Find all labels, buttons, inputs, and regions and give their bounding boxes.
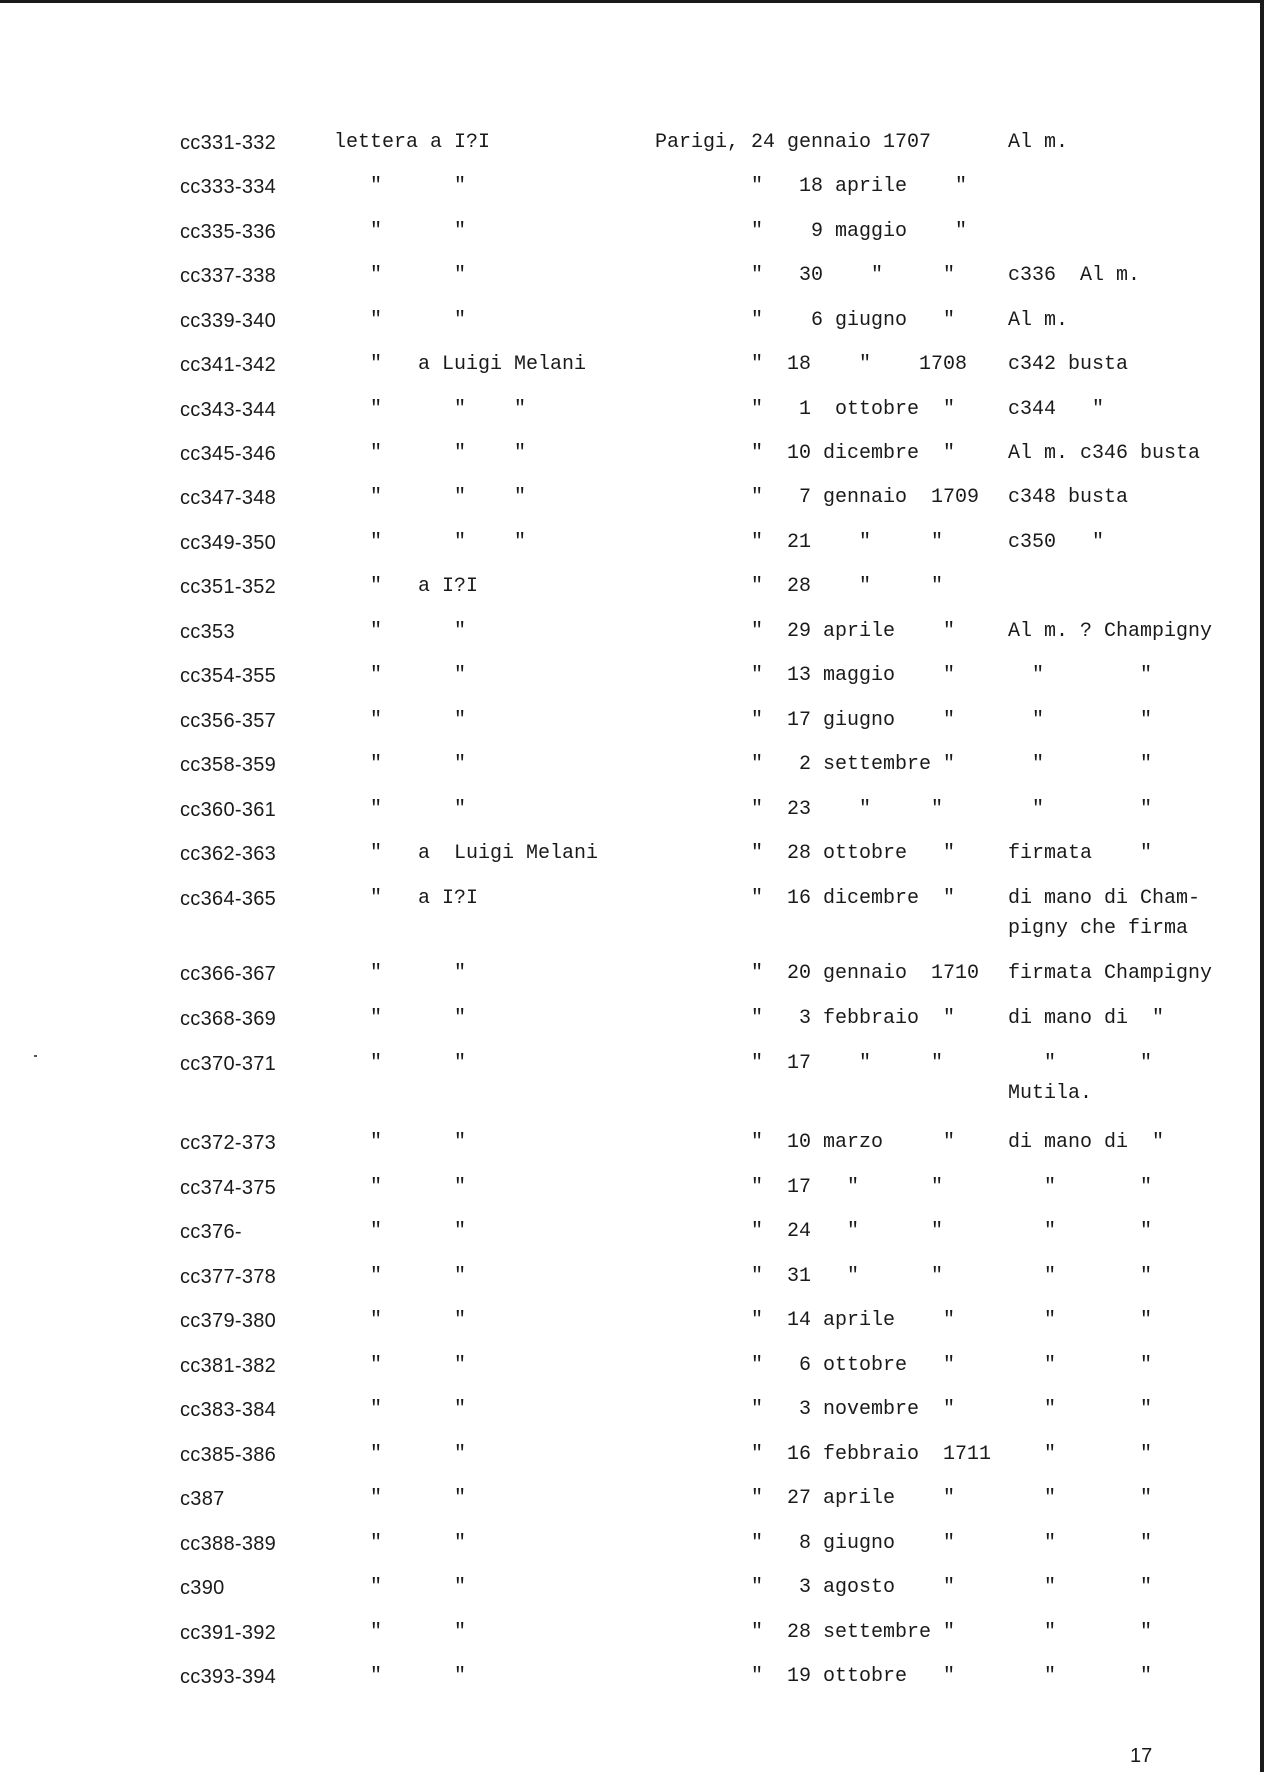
folio-ref: cc349-350 (180, 532, 277, 554)
document-desc: " " (334, 1176, 467, 1199)
document-desc: " " (334, 1265, 467, 1288)
folio-ref: cc391-392 (180, 1622, 277, 1644)
place-date: " 3 novembre " (655, 1398, 956, 1421)
folio-ref: cc393-394 (180, 1666, 277, 1688)
place-date: " 17 " " (655, 1052, 944, 1075)
document-desc: " " (334, 1007, 467, 1030)
note: Al m. (1008, 309, 1069, 332)
folio-ref: c390 (180, 1577, 225, 1599)
document-desc: " a I?I (334, 887, 479, 910)
document-desc: " " (334, 175, 467, 198)
document-desc: " " (334, 1131, 467, 1154)
document-desc: " a Luigi Melani (334, 353, 587, 376)
folio-ref: cc366-367 (180, 963, 277, 985)
place-date: " 17 giugno " (655, 709, 956, 732)
document-desc: " " (334, 1532, 467, 1555)
document-desc: " " (334, 1487, 467, 1510)
place-date: " 1 ottobre " (655, 398, 956, 421)
note: c342 busta (1008, 353, 1129, 376)
folio-ref: cc385-386 (180, 1444, 277, 1466)
place-date: " 3 febbraio " (655, 1007, 956, 1030)
folio-ref: cc343-344 (180, 399, 277, 421)
place-date: " 10 dicembre " (655, 442, 956, 465)
folio-ref: cc331-332 (180, 132, 277, 154)
note: Al m. (1008, 131, 1069, 154)
place-date: " 31 " " (655, 1265, 944, 1288)
document-desc: " " (334, 1665, 467, 1688)
catalog-row (0, 1049, 1264, 1109)
place-date: " 28 " " (655, 575, 944, 598)
document-desc: " " " (334, 486, 527, 509)
folio-ref: cc374-375 (180, 1177, 277, 1199)
document-desc: " " (334, 1398, 467, 1421)
document-desc: " a I?I (334, 575, 479, 598)
document-desc: " " (334, 220, 467, 243)
place-date: " 18 " 1708 (655, 353, 968, 376)
document-desc: lettera a I?I (334, 131, 491, 154)
place-date: " 18 aprile " (655, 175, 968, 198)
place-date: " 16 febbraio 1711 (655, 1443, 992, 1466)
note: di mano di " (1008, 1131, 1165, 1154)
folio-ref: cc337-338 (180, 265, 277, 287)
note: di mano di Cham- pigny che firma (1008, 887, 1201, 940)
folio-ref: cc372-373 (180, 1132, 277, 1154)
folio-ref: cc362-363 (180, 843, 277, 865)
folio-ref: c387 (180, 1488, 225, 1510)
place-date: " 9 maggio " (655, 220, 968, 243)
folio-ref: cc341-342 (180, 354, 277, 376)
document-desc: " " (334, 1621, 467, 1644)
place-date: " 30 " " (655, 264, 956, 287)
note: " " (1008, 1443, 1153, 1466)
folio-ref: cc377-378 (180, 1266, 277, 1288)
place-date: " 14 aprile " (655, 1309, 956, 1332)
document-desc: " " (334, 798, 467, 821)
document-desc: " " (334, 620, 467, 643)
note: firmata Champigny (1008, 962, 1213, 985)
note: Al m. c346 busta (1008, 442, 1201, 465)
place-date: " 8 giugno " (655, 1532, 956, 1555)
folio-ref: cc383-384 (180, 1399, 277, 1421)
note: " " (1008, 1220, 1153, 1243)
folio-ref: cc358-359 (180, 754, 277, 776)
folio-ref: cc376- (180, 1221, 242, 1243)
folio-ref: cc364-365 (180, 888, 277, 910)
note: " " (1008, 1354, 1153, 1377)
place-date: " 19 ottobre " (655, 1665, 956, 1688)
catalog-row (0, 1662, 1264, 1722)
place-date: " 24 " " (655, 1220, 944, 1243)
document-desc: " " (334, 1220, 467, 1243)
folio-ref: cc356-357 (180, 710, 277, 732)
place-date: " 16 dicembre " (655, 887, 956, 910)
note: " " (1008, 1487, 1153, 1510)
note: firmata " (1008, 842, 1153, 865)
note: c344 " (1008, 398, 1105, 421)
note: " " (1008, 1265, 1153, 1288)
note: " " (1008, 709, 1153, 732)
document-desc: " " " (334, 442, 527, 465)
folio-ref: cc339-340 (180, 310, 277, 332)
note: c350 " (1008, 531, 1105, 554)
document-desc: " " (334, 664, 467, 687)
place-date: Parigi, 24 gennaio 1707 (655, 131, 932, 154)
document-desc: " a Luigi Melani (334, 842, 599, 865)
document-desc: " " (334, 1443, 467, 1466)
note: " " (1008, 798, 1153, 821)
document-desc: " " (334, 1576, 467, 1599)
place-date: " 3 agosto " (655, 1576, 956, 1599)
note: " " Mutila. (1008, 1052, 1153, 1105)
note: " " (1008, 1576, 1153, 1599)
place-date: " 28 settembre " (655, 1621, 956, 1644)
document-desc: " " (334, 1354, 467, 1377)
document-desc: " " (334, 709, 467, 732)
place-date: " 6 giugno " (655, 309, 956, 332)
note: " " (1008, 1665, 1153, 1688)
place-date: " 27 aprile " (655, 1487, 956, 1510)
page-number: 17 (1130, 1745, 1153, 1767)
place-date: " 28 ottobre " (655, 842, 956, 865)
note: " " (1008, 753, 1153, 776)
note: " " (1008, 1176, 1153, 1199)
document-desc: " " (334, 264, 467, 287)
document-desc: " " " (334, 531, 527, 554)
place-date: " 20 gennaio 1710 (655, 962, 980, 985)
note: c348 busta (1008, 486, 1129, 509)
folio-ref: cc335-336 (180, 221, 277, 243)
place-date: " 13 maggio " (655, 664, 956, 687)
place-date: " 10 marzo " (655, 1131, 956, 1154)
document-desc: " " " (334, 398, 527, 421)
folio-ref: cc388-389 (180, 1533, 277, 1555)
note: " " (1008, 1398, 1153, 1421)
folio-ref: cc345-346 (180, 443, 277, 465)
document-desc: " " (334, 962, 467, 985)
place-date: " 23 " " (655, 798, 944, 821)
folio-ref: cc351-352 (180, 576, 277, 598)
place-date: " 17 " " (655, 1176, 944, 1199)
folio-ref: cc354-355 (180, 665, 277, 687)
note: " " (1008, 1532, 1153, 1555)
folio-ref: cc333-334 (180, 176, 277, 198)
place-date: " 6 ottobre " (655, 1354, 956, 1377)
document-desc: " " (334, 1309, 467, 1332)
folio-ref: cc381-382 (180, 1355, 277, 1377)
folio-ref: cc347-348 (180, 487, 277, 509)
document-desc: " " (334, 753, 467, 776)
folio-ref: cc370-371 (180, 1053, 277, 1075)
note: Al m. ? Champigny (1008, 620, 1213, 643)
folio-ref: cc360-361 (180, 799, 277, 821)
note: " " (1008, 664, 1153, 687)
folio-ref: cc379-380 (180, 1310, 277, 1332)
place-date: " 21 " " (655, 531, 944, 554)
folio-ref: cc368-369 (180, 1008, 277, 1030)
place-date: " 29 aprile " (655, 620, 956, 643)
note: " " (1008, 1621, 1153, 1644)
document-desc: " " (334, 1052, 467, 1075)
place-date: " 7 gennaio 1709 (655, 486, 980, 509)
folio-ref: cc353 (180, 621, 235, 643)
document-desc: " " (334, 309, 467, 332)
note: c336 Al m. (1008, 264, 1141, 287)
note: di mano di " (1008, 1007, 1165, 1030)
catalog-row (0, 884, 1264, 944)
place-date: " 2 settembre " (655, 753, 956, 776)
note: " " (1008, 1309, 1153, 1332)
